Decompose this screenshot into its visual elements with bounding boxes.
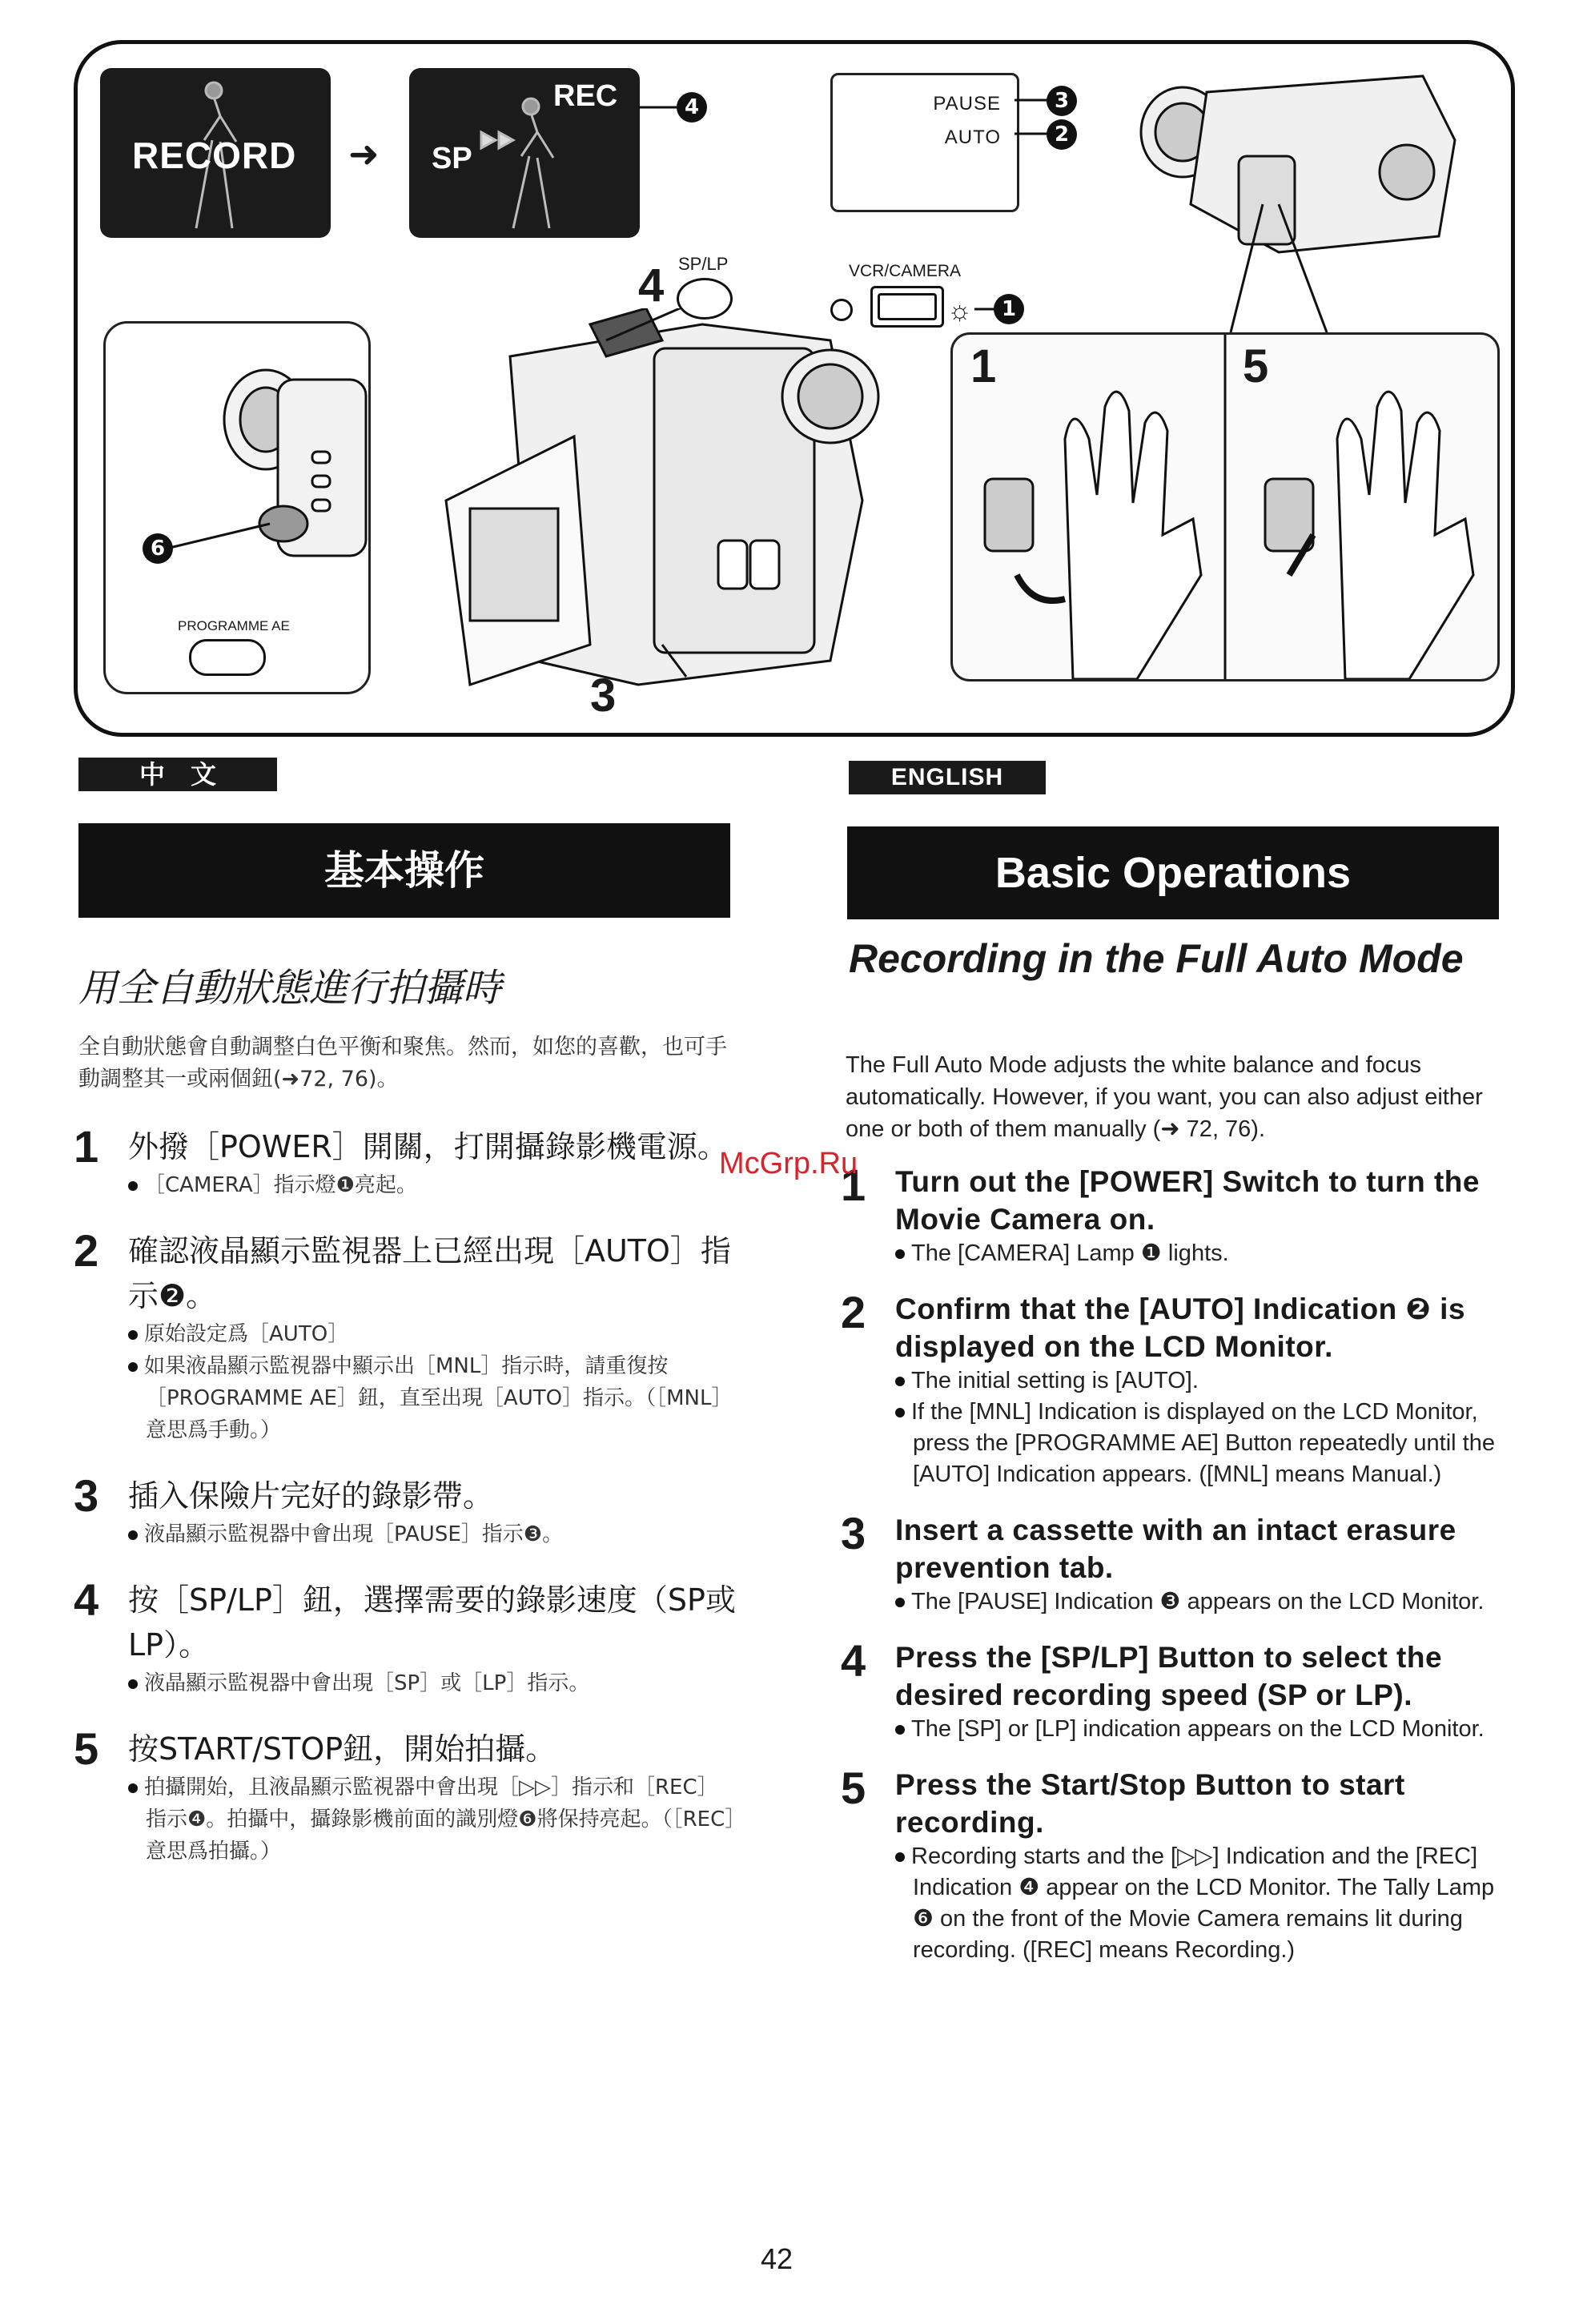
step-item <box>74 1470 738 1550</box>
step-bullet <box>895 1365 1505 1397</box>
step-number: 1 <box>841 1160 866 1210</box>
lcd-screen-rec-sp <box>409 68 640 238</box>
record-text: RECORD <box>132 135 297 176</box>
callout-2-icon: 2 <box>1047 119 1077 150</box>
illustration-frame <box>74 40 1515 737</box>
programme-ae-button-icon <box>189 639 266 676</box>
bullet-text: 原始設定爲［AUTO］ <box>144 1322 349 1346</box>
step-item <box>74 1574 738 1699</box>
step-number: 3 <box>74 1470 99 1521</box>
bullet-text: 液晶顯示監視器中會出現［SP］或［LP］指示。 <box>144 1671 590 1695</box>
bullet-text: 如果液晶顯示監視器中顯示出［MNL］指示時，請重復按［PROGRAMME AE］鈕，直至出現［AUTO］指示。（［MNL］意思爲手動。） <box>144 1354 733 1442</box>
bullet-text: 拍攝開始，且液晶顯示監視器中會出現［▷▷］指示和［REC］指示❹。拍攝中，攝錄影機前面的識別燈❻將保持亮起。（［REC］意思爲拍攝。） <box>144 1775 736 1864</box>
step-number: 5 <box>74 1723 99 1774</box>
zh-intro: 全自動狀態會自動調整白色平衡和聚焦。然而，如您的喜歡，也可手動調整其一或兩個鈕(➜72, 76)。 <box>78 1035 727 1092</box>
camera-main-drawing <box>414 308 990 725</box>
en-section-title: Basic Operations <box>847 826 1499 919</box>
step-text: Insert a cassette with an intact erasure prevention tab. <box>895 1514 1456 1584</box>
step-number: 4 <box>841 1635 866 1686</box>
rec-text: REC <box>553 79 618 113</box>
step-text: Press the [SP/LP] Button to select the desired recording speed (SP or LP). <box>895 1641 1443 1711</box>
step-5-label: 5 <box>1243 340 1269 392</box>
step-number: 2 <box>74 1225 99 1276</box>
bullet-dot-icon <box>128 1362 138 1372</box>
inset-camera-side <box>103 321 371 694</box>
step-bullet <box>895 1238 1505 1269</box>
step-text: 插入保險片完好的錄影帶。 <box>128 1478 494 1514</box>
lamp-lit-icon: ☼ <box>947 296 973 326</box>
bullet-text: The [PAUSE] Indication ❸ appears on the LCD Monitor. <box>911 1589 1485 1614</box>
en-heading: Recording in the Full Auto Mode <box>849 936 1464 981</box>
auto-label: AUTO <box>944 127 1001 148</box>
bullet-dot-icon <box>128 1181 138 1191</box>
step-number: 3 <box>841 1508 866 1558</box>
step-bullet <box>128 1518 738 1550</box>
vcr-camera-label: VCR/CAMERA <box>849 262 962 280</box>
step-bullet <box>128 1318 738 1350</box>
step-item <box>74 1225 738 1446</box>
callout-6-icon: 6 <box>143 533 173 564</box>
bullet-dot-icon <box>895 1598 905 1607</box>
zh-section-title: 基本操作 <box>78 823 730 918</box>
step-item <box>841 1508 1505 1618</box>
step-number: 2 <box>841 1287 866 1337</box>
step-item <box>74 1121 738 1201</box>
camera-side-drawing <box>106 324 368 692</box>
sp-lp-label: SP/LP <box>678 254 729 274</box>
inset-hands-power-switch <box>950 332 1500 682</box>
step-bullet <box>895 1397 1505 1490</box>
step-bullet <box>128 1771 738 1868</box>
step-text: Confirm that the [AUTO] Indication ❷ is displayed on the LCD Monitor. <box>895 1293 1466 1363</box>
step-bullet <box>128 1667 738 1699</box>
step-number: 4 <box>74 1574 99 1625</box>
bullet-dot-icon <box>895 1725 905 1735</box>
lcd-indicator-box <box>830 73 1019 212</box>
bullet-text: The initial setting is [AUTO]. <box>911 1368 1199 1393</box>
callout-1-icon: 1 <box>994 294 1024 324</box>
bullet-text: Recording starts and the [▷▷] Indication and the [REC] Indication ❹ appear on the LCD Monitor. The Tally Lamp ❻ on the front of the Movie Camera remains lit during recording. ([REC] means Recording.) <box>911 1844 1495 1963</box>
callout-4-icon: 4 <box>677 92 707 123</box>
step-text: 按［SP/LP］鈕，選擇需要的錄影速度（SP或LP）。 <box>128 1582 736 1663</box>
camera-top-right-drawing <box>1087 44 1487 340</box>
bullet-dot-icon <box>895 1249 905 1259</box>
step-text: Turn out the [POWER] Switch to turn the Movie Camera on. <box>895 1165 1480 1236</box>
step-bullet <box>895 1841 1505 1966</box>
sp-text: SP <box>432 142 472 175</box>
page-number: 42 <box>761 2242 794 2275</box>
step-text: 確認液晶顯示監視器上已經出現［AUTO］指示❷。 <box>128 1233 731 1313</box>
step-number: 5 <box>841 1763 866 1813</box>
pause-label: PAUSE <box>933 93 1001 115</box>
step-bullet <box>895 1586 1505 1618</box>
bullet-dot-icon <box>128 1330 138 1340</box>
step-item <box>841 1635 1505 1745</box>
hands-drawing <box>953 335 1497 679</box>
step-number: 1 <box>74 1121 99 1172</box>
step-item <box>841 1763 1505 1966</box>
bullet-dot-icon <box>895 1377 905 1386</box>
step-bullet <box>128 1350 738 1446</box>
step-bullet <box>128 1169 738 1201</box>
step-item <box>841 1287 1505 1490</box>
step-text: 按START/STOP鈕，開始拍攝。 <box>128 1731 556 1767</box>
bullet-text: 液晶顯示監視器中會出現［PAUSE］指示❸。 <box>144 1522 564 1546</box>
bullet-dot-icon <box>895 1408 905 1417</box>
bullet-dot-icon <box>895 1852 905 1862</box>
step-1-label: 1 <box>970 340 997 392</box>
bullet-dot-icon <box>128 1530 138 1540</box>
zh-heading: 用全自動狀態進行拍攝時 <box>78 966 502 1011</box>
bullet-text: The [SP] or [LP] indication appears on the LCD Monitor. <box>911 1716 1485 1742</box>
bullet-text: ［CAMERA］指示燈❶亮起。 <box>144 1173 417 1197</box>
bullet-text: The [CAMERA] Lamp ❶ lights. <box>911 1240 1229 1266</box>
callout-3-icon: 3 <box>1047 86 1077 116</box>
en-intro: The Full Auto Mode adjusts the white balance and focus automatically. However, if you want, you can also adjust either one or both of them manually (➜ 72, 76). <box>846 1052 1483 1142</box>
bullet-text: If the [MNL] Indication is displayed on the LCD Monitor, press the [PROGRAMME AE] Button repeatedly until the [AUTO] Indication appears. ([MNL] means Manual.) <box>911 1399 1495 1487</box>
zh-lang-tag: 中 文 <box>78 758 277 791</box>
step-3-label: 3 <box>590 669 617 722</box>
en-steps-list <box>841 1160 1505 1987</box>
watermark: McGrp.Ru <box>719 1147 858 1180</box>
step-text: Press the Start/Stop Button to start recording. <box>895 1768 1405 1839</box>
step-bullet <box>895 1714 1505 1745</box>
step-text: 外撥［POWER］開關，打開攝錄影機電源。 <box>128 1129 728 1164</box>
zh-steps-list <box>74 1121 738 1895</box>
step-4-label: 4 <box>638 259 665 312</box>
lcd-screen-record <box>100 68 331 238</box>
bullet-dot-icon <box>128 1783 138 1793</box>
bullet-dot-icon <box>128 1679 138 1689</box>
en-lang-tag: ENGLISH <box>849 761 1046 794</box>
step-item <box>74 1723 738 1868</box>
step-item <box>841 1160 1505 1269</box>
arrow-right-icon: ➜ <box>348 133 380 175</box>
programme-ae-label: PROGRAMME AE <box>178 618 290 633</box>
